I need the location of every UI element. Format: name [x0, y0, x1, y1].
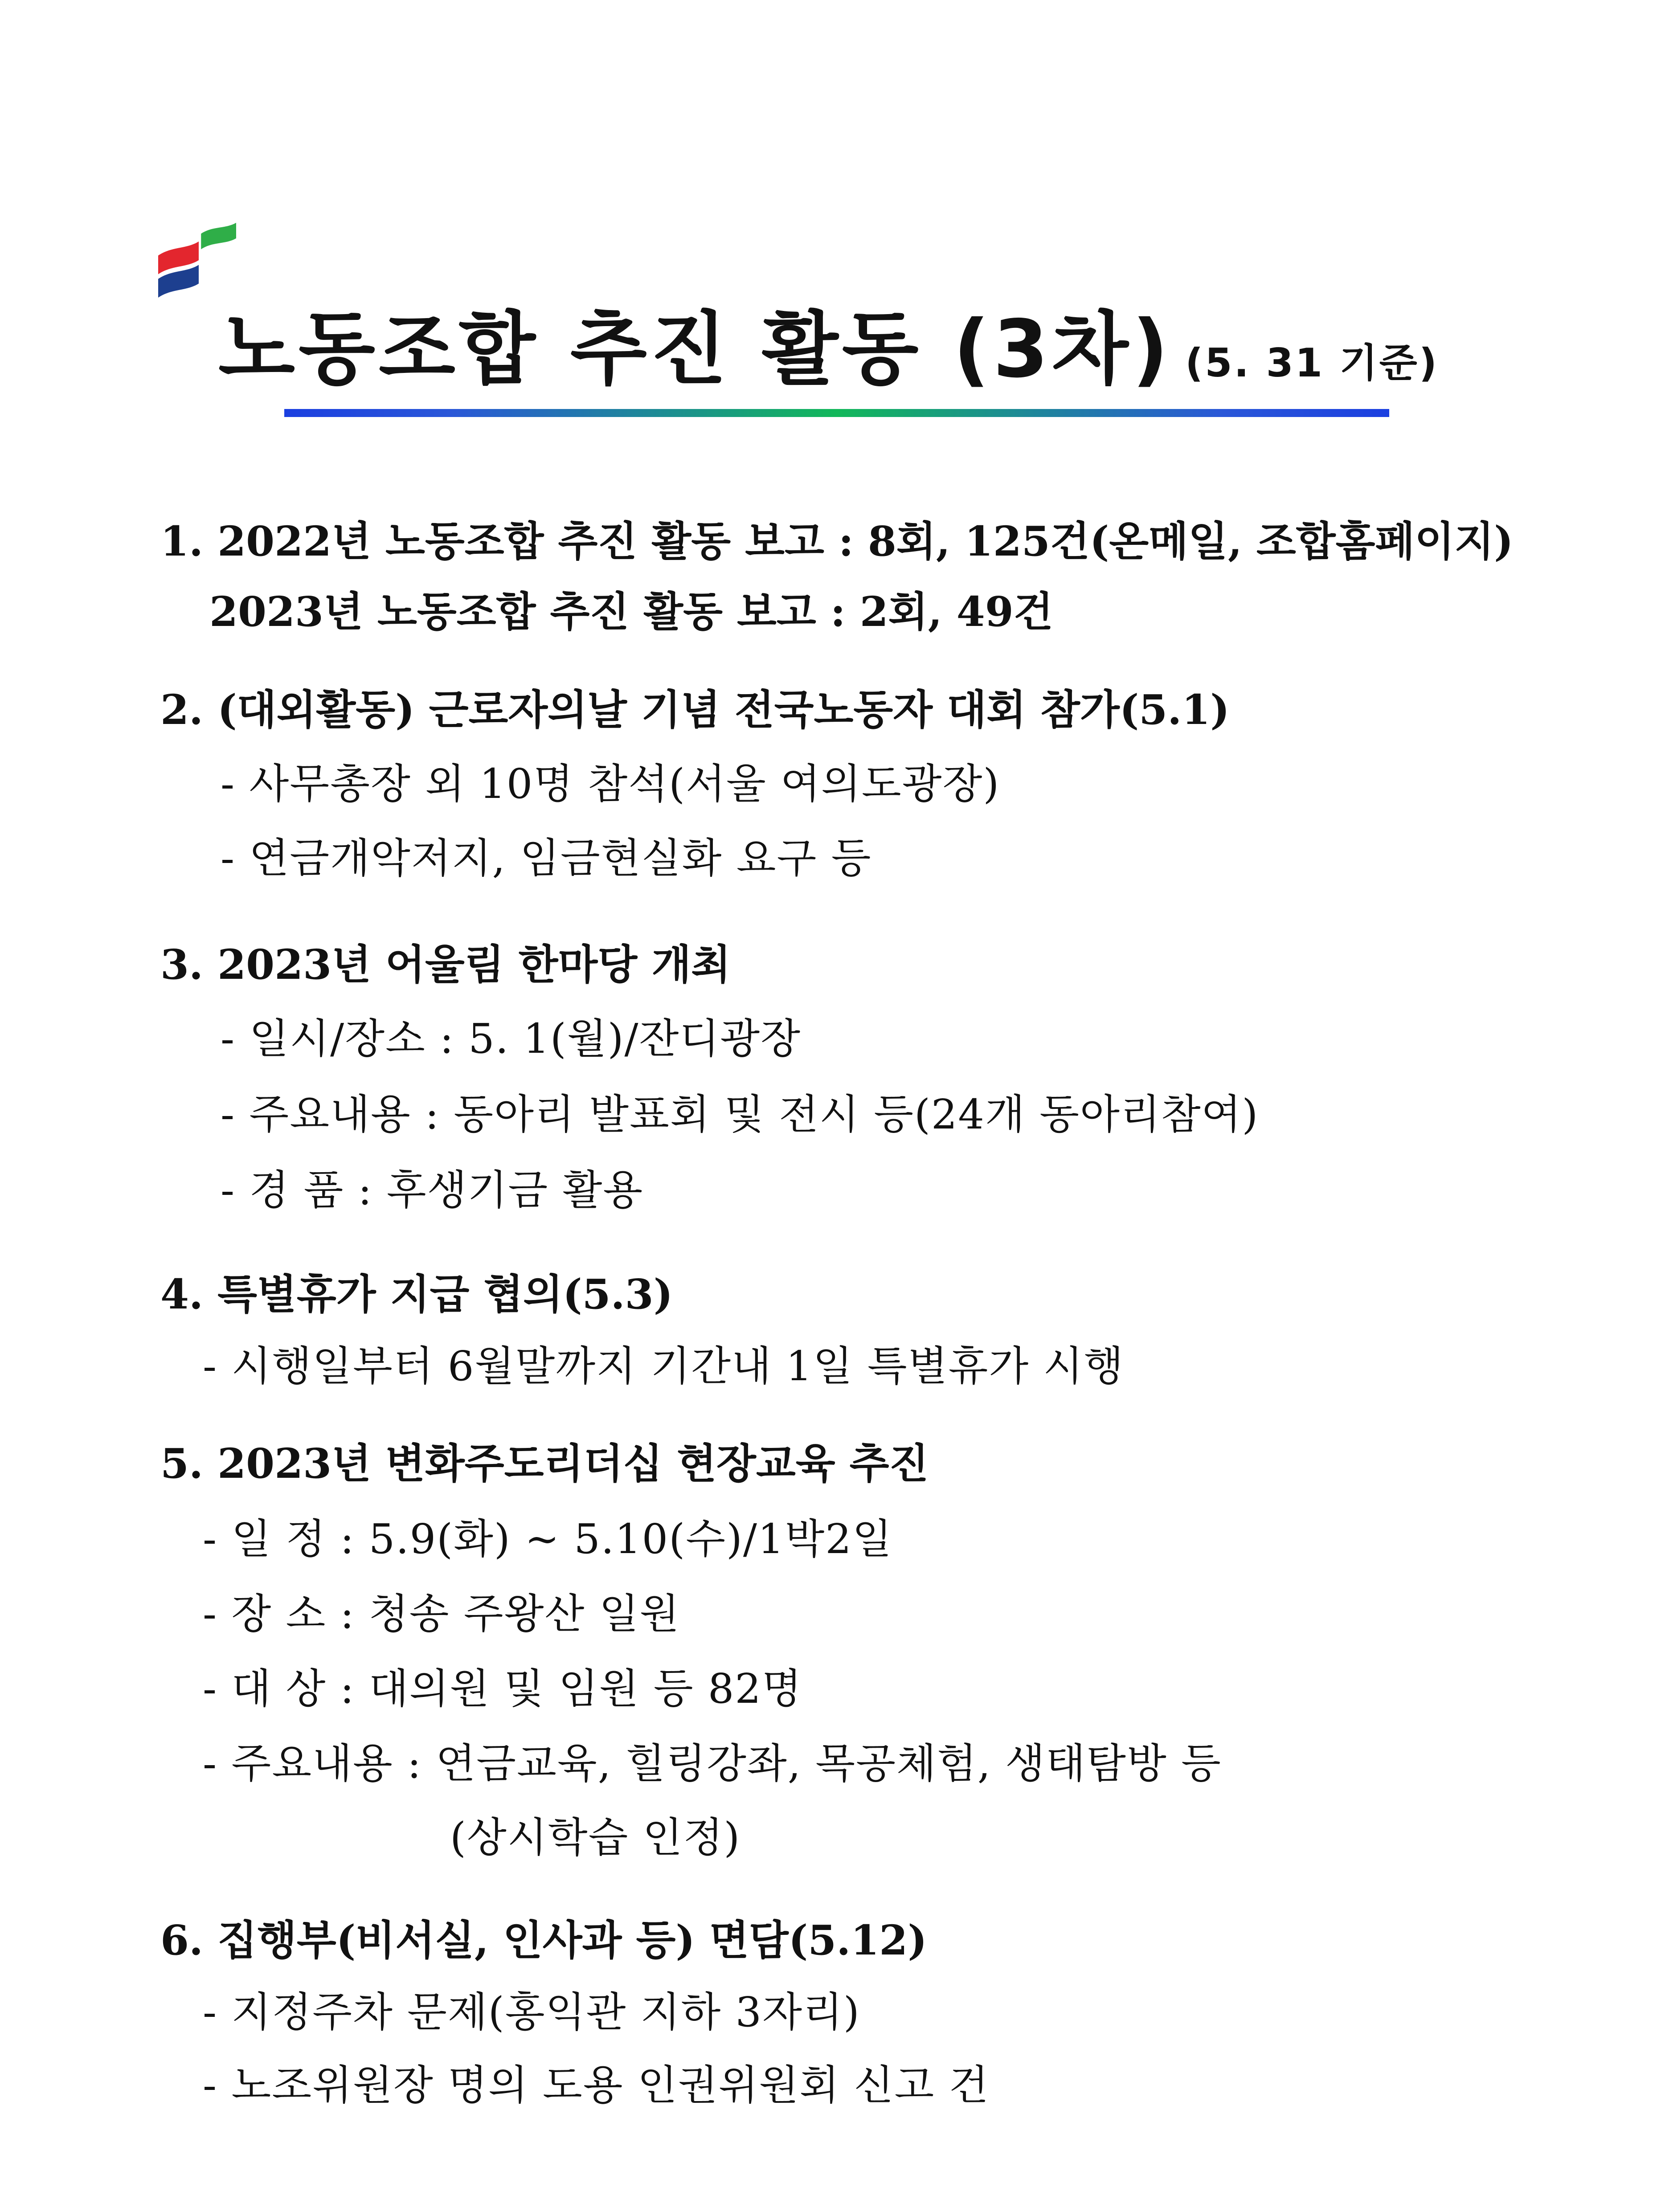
section-5-continuation: (상시학습 인정) [450, 1814, 741, 1861]
section-3-bullet-1: - 일시/장소 : 5. 1(월)/잔디광장 [221, 1015, 801, 1063]
section-3-heading: 3. 2023년 어울림 한마당 개최 [160, 940, 731, 989]
section-5-bullet-1: - 일 정 : 5.9(화) ~ 5.10(수)/1박2일 [203, 1515, 893, 1563]
section-1-heading: 1. 2022년 노동조합 추진 활동 보고 : 8회, 125건(온메일, 조합홈페이지) [160, 517, 1514, 565]
section-6-heading: 6. 집행부(비서실, 인사과 등) 면담(5.12) [160, 1916, 927, 1964]
section-2-heading: 2. (대외활동) 근로자의날 기념 전국노동자 대회 참가(5.1) [160, 686, 1230, 734]
section-6-bullet-1: - 지정주차 문제(홍익관 지하 3자리) [203, 1988, 860, 2036]
section-5-heading: 5. 2023년 변화주도리더십 현장교육 추진 [160, 1439, 929, 1488]
title-main-text: 노동조합 추진 활동 (3차) [218, 303, 1172, 395]
title-date-note: (5. 31 기준) [1185, 340, 1439, 386]
section-6-bullet-2: - 노조위원장 명의 도용 인권위원회 신고 건 [203, 2061, 990, 2109]
section-4-bullet-1: - 시행일부터 6월말까지 기간내 1일 특별휴가 시행 [203, 1342, 1125, 1390]
section-5-bullet-4: - 주요내용 : 연금교육, 힐링강좌, 목공체험, 생태탐방 등 [203, 1740, 1222, 1787]
section-5-bullet-3: - 대 상 : 대의원 및 임원 등 82명 [203, 1665, 802, 1713]
section-3-bullet-3: - 경 품 : 후생기금 활용 [221, 1166, 644, 1214]
section-2-bullet-2: - 연금개악저지, 임금현실화 요구 등 [221, 834, 872, 882]
section-3-bullet-2: - 주요내용 : 동아리 발표회 및 전시 등(24개 동아리참여) [221, 1091, 1259, 1138]
section-5-bullet-2: - 장 소 : 청송 주왕산 일원 [203, 1590, 680, 1638]
section-2-bullet-1: - 사무총장 외 10명 참석(서울 여의도광장) [221, 760, 1000, 808]
section-4-heading: 4. 특별휴가 지급 협의(5.3) [160, 1270, 673, 1318]
section-1-line-2: 2023년 노동조합 추진 활동 보고 : 2회, 49건 [209, 588, 1053, 636]
